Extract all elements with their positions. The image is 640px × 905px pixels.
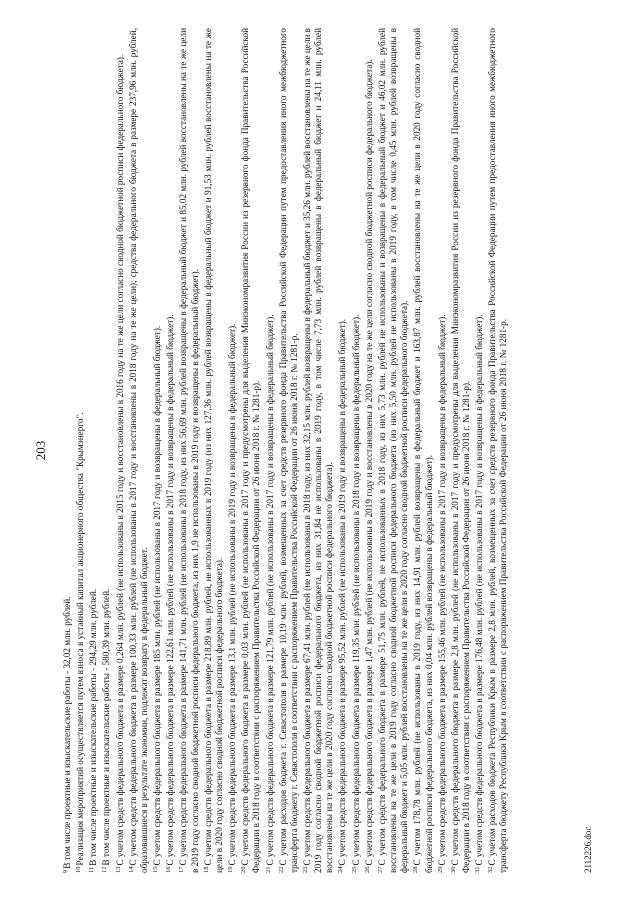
footnote-text: С учетом средств федерального бюджета в размере 141,71 млн. рублей (не использованы в 2018 году, из них 56,69 млн. рублей возвращены в федеральный бюджет и 85,02 млн. рублей восстановлены на те же цели в 2019 году согласно сводной бюджетной росписи федерального бюджета, из них 1,9 не использованы в 2019 году и возвращены в федеральный бюджет). [178, 28, 200, 873]
footnote-text: С учетом средств федерального бюджета в размере 0,264 млн. рублей (не использованы в 2015 году и восстановлены в 2016 году на те же цели согласно сводной бюджетной росписи федерального бюджета). [114, 54, 125, 866]
footnote-text: С учетом средств федерального бюджета в размере 176,48 млн. рублей (не использованы в 2017 году и возвращены в федеральный бюджет). [474, 314, 485, 866]
footnote [349, 28, 362, 873]
footnote-number: 29 [436, 866, 444, 873]
footnote-text: В том числе проектные и изыскательские работы - 32,02 млн. рублей. [62, 596, 72, 869]
footnote [201, 28, 225, 873]
footnote-number: 19 [227, 866, 235, 873]
footnote [335, 28, 348, 873]
footnote-number: 13 [114, 866, 122, 873]
footnote-text: С учетом средств федерального бюджета в размере 13,1 млн. рублей (не использованы в 2019 году и возвращены в федеральный бюджет). [227, 323, 238, 866]
footnote [410, 28, 434, 873]
footnote-number: 9 [62, 869, 69, 873]
footnote-text: В том числе проектные и изыскательские работы - 580,39 млн. рублей. [101, 588, 112, 866]
footnote [300, 28, 335, 873]
footnote-number: 14 [127, 866, 135, 873]
footnotes-list [60, 28, 510, 873]
footnote [113, 28, 126, 873]
footnote-number: 31 [474, 866, 482, 873]
footnote [60, 28, 73, 873]
page-number: 203 [33, 440, 48, 461]
footnote [435, 28, 448, 873]
footnote-number: 20 [240, 866, 248, 873]
footnote [362, 28, 375, 873]
footnote-number: 28 [412, 866, 420, 873]
file-code: 2112226.doc [583, 826, 593, 873]
footnote-number: 17 [178, 866, 186, 873]
footnote [448, 28, 472, 873]
footnote-number: 25 [350, 866, 358, 873]
footnote-text: С учетом средств федерального бюджета в размере 121,79 млн. рублей (не использованы в 2017 году и возвращены в федеральный бюджет). [264, 314, 275, 866]
footnote [225, 28, 238, 873]
footnote-text: С учетом средств федерального бюджета в размере 95,52 млн. рублей (не использованы в 2019 году и возвращены в федеральный бюджет). [337, 318, 348, 866]
footnote [176, 28, 200, 873]
footnote-number: 18 [202, 866, 210, 873]
footnote [263, 28, 276, 873]
footnote [163, 28, 176, 873]
rotated-page-content [32, 28, 600, 873]
footnote [86, 28, 99, 873]
footnote-text: С учетом расходов бюджета г. Севастополя в размере 10,19 млн. рублей, возмещенных за счет средств резервного фонда Правительства Российской Федерации путем предоставления иного межбюджетного трансферта бюджету г. Севастополя в соответствии с распоряжением Правительства Российской Федерации от 26 июня 2018 г. № 1281-р. [277, 28, 299, 873]
footnote [73, 28, 86, 873]
footnote [276, 28, 300, 873]
footnote-number: 32 [487, 866, 495, 873]
footnote-text: С учетом средств федерального бюджета в размере 218,89 млн. рублей, не использованных в 2019 году (из них 127,36 млн. рублей возвращены в федеральный бюджет и 91,53 млн. рублей восстановлены на те же цели в 2020 году согласно сводной бюджетной росписи федерального бюджета). [202, 28, 224, 873]
footnote-text: Реализация мероприятий осуществляется путем взноса в уставный капитал акционерного общества "Крымэнерго". [75, 412, 86, 866]
footnote-number: 22 [277, 866, 285, 873]
footnote-text: С учетом расходов бюджета Республики Крым в размере 2,8 млн. рублей, возмещенных за счет средств резервного фонда Правительства Российской Федерации путем предоставления иного межбюджетного трансферта бюджету Республики Крым в соответствии с распоряжением Правительства Российской Федерации от 26 июня 2018 г. № 1281-р. [487, 28, 509, 873]
footnote-number: 24 [337, 866, 345, 873]
footnote-text: В том числе проектные и изыскательские работы - 294,29 млн. рублей. [88, 588, 99, 866]
footnote [375, 28, 410, 873]
footnote-text: С учетом средств федерального бюджета в размере 67,41 млн. рублей (не использованы в 2018 году, из них 32,15 млн. рублей возвращены в федеральный бюджет и 35,26 млн. рублей восстановлены на те же цели в 2019 году согласно сводной бюджетной росписи федерального бюджета, из них 31,84 не использованы в 2019 году, в том числе 7,73 млн. рублей возвращены в федеральный бюджет и 24,11 млн. рублей восстановлены на те же цели в 2020 году согласно сводной бюджетной росписи федерального бюджета). [301, 28, 335, 873]
footnote-number: 16 [165, 866, 173, 873]
footnote-text: С учетом средств федерального бюджета в размере 1,47 млн. рублей (не использованы в 2019 году и восстановлены в 2020 году на те же цели согласно сводной бюджетной росписи федерального бюджета). [363, 59, 374, 866]
footnote [238, 28, 262, 873]
footnote-number: 21 [264, 866, 272, 873]
footnote-text: С учетом средств федерального бюджета в размере 122,61 млн. рублей (не использованы в 2017 году и возвращены в федеральный бюджет). [165, 314, 176, 866]
footnote-text: С учетом средств федерального бюджета в размере 0,03 млн. рублей (не использованы в 2017 году и предусмотрены для выделения Минэкономразвития России из резервного фонда Правительства Российской Федерации в 2018 году в соответствии с распоряжением Правительства Российской Федерации от 26 июня 2018 г. № 1281-р). [240, 28, 262, 873]
footnote [99, 28, 112, 873]
footnote-number: 30 [449, 866, 457, 873]
footnote [126, 28, 150, 873]
footnote-number: 23 [301, 866, 309, 873]
footnote [150, 28, 163, 873]
footnote-number: 10 [75, 866, 83, 873]
footnote-text: С учетом средств федерального бюджета в размере 100,33 млн. рублей (не использованы в 2017 году и восстановлены в 2018 году на те же цели); средства федерального бюджета в размере 237,96 млн. рублей, образовавшиеся в результате экономии, подлежат возврату в федеральный бюджет. [127, 28, 149, 873]
footnote [472, 28, 485, 873]
footnote [485, 28, 509, 873]
footnote-number: 26 [363, 866, 371, 873]
footnote-text: С учетом средств федерального бюджета в размере 155,46 млн. рублей (не использованы в 2017 году и возвращены в федеральный бюджет). [436, 314, 447, 866]
footnote-text: С учетом 178,78 млн. рублей (не использованы в 2019 году, из них 14,91 млн. рублей возвращены в федеральный бюджет и 163,87 млн. рублей восстановлены на те же цели в 2020 году согласно сводной бюджетной росписи федерального бюджета, из них 0,04 млн. рублей возвращены в федеральный бюджет). [412, 28, 434, 873]
footnote-number: 27 [376, 866, 384, 873]
footnote-number: 12 [101, 866, 109, 873]
footnote-text: С учетом средств федерального бюджета в размере 51,75 млн. рублей, не использованных в 2018 году, из них 5,73 млн. рублей не использованы и возвращены в федеральный бюджет и 46,02 млн. рублей восстановлены на те же цели в 2019 году согласно сводной бюджетной росписи федерального бюджета (из них 5,50 млн. рублей не использованы в 2019 году, в том числе 0,45 млн. рублей возвращены в федеральный бюджет и 5,05 млн. рублей восстановлены на те же цели в 2020 году согласно сводной бюджетной росписи федерального бюджета). [376, 28, 410, 873]
footnote-text: С учетом средств федерального бюджета в размере 119,35 млн. рублей (не использованы в 2018 году и возвращены в федеральный бюджет). [350, 314, 361, 866]
footnote-text: С учетом средств федерального бюджета в размере 2,8 млн. рублей (не использованы в 2017 году и предусмотрены для выделения Минэкономразвития России из резервного фонда Правительства Российской Федерации в 2018 году в соответствии с распоряжением Правительства Российской Федерации от 26 июня 2018 г. № 1281-р). [449, 28, 471, 873]
footnote-text: С учетом средств федерального бюджета в размере 185 млн. рублей (не использованы в 2017 году и возвращены в федеральный бюджет). [152, 325, 163, 866]
footnote-number: 15 [152, 866, 160, 873]
footnote-number: 11 [88, 866, 96, 873]
